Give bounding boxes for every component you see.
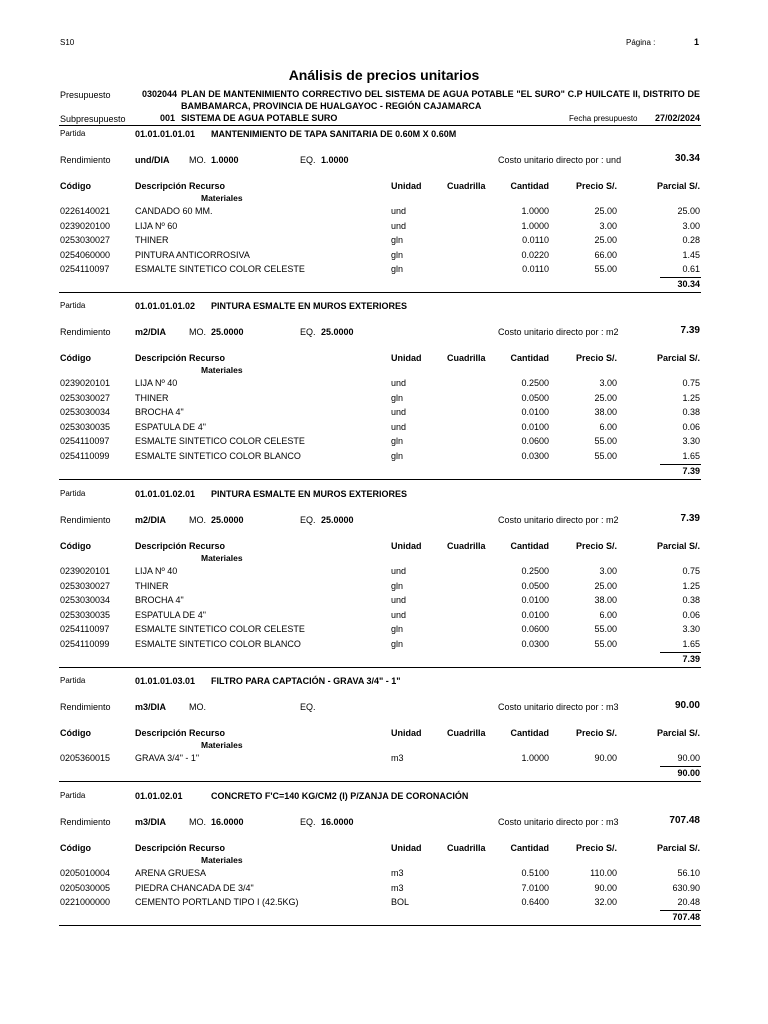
resource-precio: 25.00 [594, 581, 617, 591]
mo-value: 16.0000 [211, 817, 244, 827]
resource-parcial: 0.38 [682, 407, 700, 417]
resource-cantidad: 0.0100 [521, 422, 549, 432]
costo-value: 707.48 [669, 815, 700, 826]
resource-parcial: 1.45 [682, 250, 700, 260]
resource-cantidad: 0.0100 [521, 595, 549, 605]
resource-description: GRAVA 3/4" - 1" [135, 753, 200, 763]
resource-unit: gln [391, 436, 404, 446]
resource-cantidad: 0.0100 [521, 610, 549, 620]
partida-total: 30.34 [677, 279, 700, 289]
resource-unit: m3 [391, 868, 404, 878]
resource-parcial: 0.06 [682, 610, 700, 620]
resource-code: 0254110097 [60, 436, 110, 446]
resource-unit: und [391, 566, 407, 576]
resource-description: THINER [135, 393, 169, 403]
resource-unit: und [391, 595, 407, 605]
mo-label: MO. [189, 515, 206, 525]
col-cantidad: Cantidad [510, 728, 549, 738]
resource-unit: m3 [391, 883, 404, 893]
col-cantidad: Cantidad [510, 353, 549, 363]
resource-parcial: 0.61 [682, 264, 700, 274]
resource-code: 0254060000 [60, 250, 111, 260]
resource-description: LIJA Nº 40 [135, 378, 178, 388]
col-descripcion: Descripción Recurso [135, 353, 226, 363]
resource-precio: 6.00 [599, 610, 617, 620]
resource-description: ESMALTE SINTETICO COLOR CELESTE [135, 436, 305, 446]
col-unidad: Unidad [391, 843, 422, 853]
resource-cantidad: 7.0100 [521, 883, 549, 893]
resource-cantidad: 0.0100 [521, 407, 549, 417]
mo-value: 1.0000 [211, 155, 239, 165]
resource-unit: und [391, 221, 407, 231]
resource-code: 0253030035 [60, 610, 111, 620]
partida-label: Partida [60, 129, 86, 138]
partida-name: PINTURA ESMALTE EN MUROS EXTERIORES [211, 489, 408, 499]
resource-cantidad: 1.0000 [521, 753, 549, 763]
partida-code: 01.01.01.01.01 [135, 129, 196, 139]
col-cantidad: Cantidad [510, 541, 549, 551]
subtotal-rule [660, 464, 701, 465]
mo-value: 25.0000 [211, 327, 244, 337]
col-codigo: Código [60, 728, 91, 738]
mo-value: 25.0000 [211, 515, 244, 525]
costo-label: Costo unitario directo por : m3 [498, 817, 619, 827]
resource-description: ESPATULA DE 4" [135, 422, 206, 432]
resource-cantidad: 0.0300 [521, 451, 549, 461]
mo-label: MO. [189, 817, 206, 827]
col-codigo: Código [60, 353, 91, 363]
resource-unit: m3 [391, 753, 404, 763]
resource-description: ESMALTE SINTETICO COLOR CELESTE [135, 624, 305, 634]
resource-code: 0253030027 [60, 235, 111, 245]
resource-code: 0239020101 [60, 378, 111, 388]
resource-unit: BOL [391, 897, 410, 907]
resource-precio: 55.00 [594, 639, 617, 649]
costo-label: Costo unitario directo por : m2 [498, 515, 619, 525]
eq-value: 1.0000 [321, 155, 349, 165]
resource-code: 0239020101 [60, 566, 111, 576]
resource-cantidad: 0.0500 [521, 393, 549, 403]
resource-code: 0205010004 [60, 868, 111, 878]
col-cuadrilla: Cuadrilla [447, 728, 486, 738]
resource-parcial: 0.06 [682, 422, 700, 432]
resource-parcial: 0.38 [682, 595, 700, 605]
materiales-label: Materiales [201, 740, 243, 750]
resource-description: ESMALTE SINTETICO COLOR BLANCO [135, 451, 301, 461]
col-descripcion: Descripción Recurso [135, 843, 226, 853]
materiales-label: Materiales [201, 193, 243, 203]
eq-label: EQ. [300, 515, 316, 525]
subpresupuesto-name: SISTEMA DE AGUA POTABLE SURO [181, 113, 338, 123]
resource-description: BROCHA 4" [135, 407, 184, 417]
page-label: Página : [626, 38, 656, 47]
col-codigo: Código [60, 541, 91, 551]
resource-unit: und [391, 206, 407, 216]
costo-value: 90.00 [674, 700, 700, 711]
resource-code: 0221000000 [60, 897, 111, 907]
resource-code: 0239020100 [60, 221, 111, 231]
partida-code: 01.01.02.01 [135, 791, 183, 801]
resource-cantidad: 0.0600 [521, 436, 549, 446]
col-cuadrilla: Cuadrilla [447, 181, 486, 191]
resource-cantidad: 0.6400 [521, 897, 549, 907]
rendimiento-unit: m3/DIA [135, 817, 167, 827]
col-descripcion: Descripción Recurso [135, 181, 226, 191]
resource-unit: gln [391, 393, 404, 403]
resource-code: 0226140021 [60, 206, 111, 216]
resource-code: 0253030034 [60, 407, 111, 417]
partida-code: 01.01.01.01.02 [135, 301, 196, 311]
resource-unit: gln [391, 639, 404, 649]
resource-code: 0253030027 [60, 393, 111, 403]
resource-precio: 110.00 [590, 868, 617, 878]
col-cantidad: Cantidad [510, 181, 549, 191]
fecha-value: 27/02/2024 [654, 113, 700, 123]
resource-precio: 66.00 [594, 250, 617, 260]
partida-name: CONCRETO F'C=140 KG/CM2 (I) P/ZANJA DE CORONACIÓN [211, 791, 469, 801]
subpresupuesto-label: Subpresupuesto [60, 114, 126, 124]
resource-description: ARENA GRUESA [135, 868, 207, 878]
costo-label: Costo unitario directo por : und [498, 155, 622, 165]
partida-label: Partida [60, 791, 86, 800]
partida-label: Partida [60, 489, 86, 498]
eq-label: EQ. [300, 817, 316, 827]
resource-cantidad: 0.2500 [521, 378, 549, 388]
col-cuadrilla: Cuadrilla [447, 353, 486, 363]
col-precio: Precio S/. [575, 353, 617, 363]
rendimiento-label: Rendimiento [60, 515, 111, 525]
resource-precio: 38.00 [594, 407, 617, 417]
eq-value: 16.0000 [321, 817, 354, 827]
col-unidad: Unidad [391, 728, 422, 738]
subtotal-rule [660, 910, 701, 911]
col-codigo: Código [60, 843, 91, 853]
costo-value: 7.39 [680, 513, 700, 524]
section-divider [59, 667, 701, 668]
eq-label: EQ. [300, 155, 316, 165]
resource-unit: gln [391, 235, 404, 245]
resource-unit: gln [391, 451, 404, 461]
header-divider [59, 125, 701, 126]
col-precio: Precio S/. [575, 843, 617, 853]
resource-precio: 3.00 [599, 221, 617, 231]
resource-description: CEMENTO PORTLAND TIPO I (42.5KG) [135, 897, 299, 907]
presupuesto-line2: BAMBAMARCA, PROVINCIA DE HUALGAYOC - REGIÓN CAJAMARCA [181, 101, 482, 111]
col-descripcion: Descripción Recurso [135, 728, 226, 738]
resource-code: 0254110099 [60, 639, 110, 649]
subpresupuesto-code: 001 [160, 113, 176, 123]
rendimiento-unit: und/DIA [135, 155, 170, 165]
partida-code: 01.01.01.03.01 [135, 676, 196, 686]
resource-cantidad: 1.0000 [521, 221, 549, 231]
resource-parcial: 3.30 [682, 436, 700, 446]
resource-unit: und [391, 422, 407, 432]
resource-precio: 6.00 [599, 422, 617, 432]
col-precio: Precio S/. [575, 728, 617, 738]
presupuesto-label: Presupuesto [60, 90, 111, 100]
resource-description: PIEDRA CHANCADA DE 3/4" [135, 883, 254, 893]
section-divider [59, 292, 701, 293]
rendimiento-label: Rendimiento [60, 702, 111, 712]
resource-description: ESPATULA DE 4" [135, 610, 206, 620]
fecha-label: Fecha presupuesto [569, 114, 638, 123]
resource-code: 0205360015 [60, 753, 111, 763]
resource-precio: 55.00 [594, 436, 617, 446]
materiales-label: Materiales [201, 365, 243, 375]
resource-parcial: 3.00 [682, 221, 700, 231]
costo-label: Costo unitario directo por : m2 [498, 327, 619, 337]
mo-label: MO. [189, 702, 206, 712]
resource-precio: 25.00 [594, 235, 617, 245]
presupuesto-line1: PLAN DE MANTENIMIENTO CORRECTIVO DEL SISTEMA DE AGUA POTABLE "EL SURO" C.P HUILCATE II, DISTRITO DE [181, 89, 700, 99]
eq-value: 25.0000 [321, 327, 354, 337]
col-cantidad: Cantidad [510, 843, 549, 853]
partida-name: PINTURA ESMALTE EN MUROS EXTERIORES [211, 301, 408, 311]
col-parcial: Parcial S/. [656, 353, 700, 363]
resource-unit: gln [391, 581, 404, 591]
resource-parcial: 1.25 [682, 581, 700, 591]
resource-description: THINER [135, 235, 169, 245]
resource-unit: gln [391, 624, 404, 634]
resource-precio: 25.00 [594, 206, 617, 216]
rendimiento-label: Rendimiento [60, 327, 111, 337]
resource-precio: 55.00 [594, 451, 617, 461]
materiales-label: Materiales [201, 855, 243, 865]
page-title: Análisis de precios unitarios [288, 67, 480, 83]
eq-label: EQ. [300, 702, 316, 712]
resource-description: CANDADO 60 MM. [135, 206, 213, 216]
resource-cantidad: 0.0110 [522, 235, 549, 245]
resource-description: LIJA Nº 60 [135, 221, 178, 231]
col-parcial: Parcial S/. [656, 843, 700, 853]
partida-total: 707.48 [672, 912, 700, 922]
partida-total: 7.39 [682, 466, 700, 476]
resource-parcial: 25.00 [677, 206, 700, 216]
resource-precio: 38.00 [594, 595, 617, 605]
resource-cantidad: 0.0110 [522, 264, 549, 274]
resource-code: 0254110099 [60, 451, 110, 461]
subtotal-rule [660, 277, 701, 278]
resource-parcial: 20.48 [677, 897, 700, 907]
resource-precio: 3.00 [599, 566, 617, 576]
resource-description: LIJA Nº 40 [135, 566, 178, 576]
resource-code: 0253030027 [60, 581, 111, 591]
resource-parcial: 0.28 [682, 235, 700, 245]
resource-parcial: 1.65 [682, 639, 700, 649]
resource-precio: 32.00 [594, 897, 617, 907]
resource-precio: 3.00 [599, 378, 617, 388]
section-divider [59, 925, 701, 926]
partida-name: MANTENIMIENTO DE TAPA SANITARIA DE 0.60M X 0.60M [211, 129, 457, 139]
col-unidad: Unidad [391, 181, 422, 191]
resource-cantidad: 0.0220 [521, 250, 549, 260]
resource-precio: 90.00 [594, 883, 617, 893]
col-parcial: Parcial S/. [656, 181, 700, 191]
resource-unit: und [391, 378, 407, 388]
resource-precio: 55.00 [594, 264, 617, 274]
resource-parcial: 56.10 [677, 868, 700, 878]
col-cuadrilla: Cuadrilla [447, 843, 486, 853]
page-number: 1 [694, 37, 700, 47]
resource-cantidad: 0.2500 [521, 566, 549, 576]
resource-precio: 90.00 [594, 753, 617, 763]
resource-cantidad: 0.0600 [521, 624, 549, 634]
rendimiento-label: Rendimiento [60, 817, 111, 827]
resource-code: 0253030034 [60, 595, 111, 605]
costo-value: 30.34 [674, 153, 700, 164]
partida-label: Partida [60, 301, 86, 310]
col-descripcion: Descripción Recurso [135, 541, 226, 551]
mo-label: MO. [189, 327, 206, 337]
col-precio: Precio S/. [575, 181, 617, 191]
resource-unit: gln [391, 250, 404, 260]
col-unidad: Unidad [391, 353, 422, 363]
col-unidad: Unidad [391, 541, 422, 551]
resource-cantidad: 0.5100 [521, 868, 549, 878]
resource-precio: 55.00 [594, 624, 617, 634]
costo-label: Costo unitario directo por : m3 [498, 702, 619, 712]
subtotal-rule [660, 652, 701, 653]
partida-total: 90.00 [677, 768, 700, 778]
partida-code: 01.01.01.02.01 [135, 489, 196, 499]
resource-description: THINER [135, 581, 169, 591]
subtotal-rule [660, 766, 701, 767]
resource-description: BROCHA 4" [135, 595, 184, 605]
resource-parcial: 0.75 [682, 378, 700, 388]
resource-code: 0205030005 [60, 883, 111, 893]
section-divider [59, 781, 701, 782]
rendimiento-label: Rendimiento [60, 155, 111, 165]
resource-parcial: 0.75 [682, 566, 700, 576]
partida-name: FILTRO PARA CAPTACIÓN - GRAVA 3/4" - 1" [211, 676, 401, 686]
rendimiento-unit: m3/DIA [135, 702, 167, 712]
partida-total: 7.39 [682, 654, 700, 664]
resource-description: ESMALTE SINTETICO COLOR BLANCO [135, 639, 301, 649]
resource-parcial: 3.30 [682, 624, 700, 634]
col-parcial: Parcial S/. [656, 728, 700, 738]
resource-parcial: 90.00 [677, 753, 700, 763]
resource-parcial: 1.25 [682, 393, 700, 403]
mo-label: MO. [189, 155, 206, 165]
resource-description: PINTURA ANTICORROSIVA [135, 250, 250, 260]
resource-cantidad: 0.0300 [521, 639, 549, 649]
col-precio: Precio S/. [575, 541, 617, 551]
rendimiento-unit: m2/DIA [135, 327, 167, 337]
resource-parcial: 1.65 [682, 451, 700, 461]
costo-value: 7.39 [680, 325, 700, 336]
eq-value: 25.0000 [321, 515, 354, 525]
eq-label: EQ. [300, 327, 316, 337]
resource-precio: 25.00 [594, 393, 617, 403]
resource-unit: und [391, 610, 407, 620]
resource-code: 0254110097 [60, 624, 110, 634]
partida-label: Partida [60, 676, 86, 685]
col-cuadrilla: Cuadrilla [447, 541, 486, 551]
resource-cantidad: 1.0000 [521, 206, 549, 216]
resource-unit: und [391, 407, 407, 417]
materiales-label: Materiales [201, 553, 243, 563]
presupuesto-code: 0302044 [142, 89, 178, 99]
col-codigo: Código [60, 181, 91, 191]
resource-code: 0254110097 [60, 264, 110, 274]
resource-code: 0253030035 [60, 422, 111, 432]
col-parcial: Parcial S/. [656, 541, 700, 551]
report-code: S10 [60, 38, 75, 47]
section-divider [59, 479, 701, 480]
resource-parcial: 630.90 [672, 883, 700, 893]
resource-description: ESMALTE SINTETICO COLOR CELESTE [135, 264, 305, 274]
resource-unit: gln [391, 264, 404, 274]
rendimiento-unit: m2/DIA [135, 515, 167, 525]
resource-cantidad: 0.0500 [521, 581, 549, 591]
